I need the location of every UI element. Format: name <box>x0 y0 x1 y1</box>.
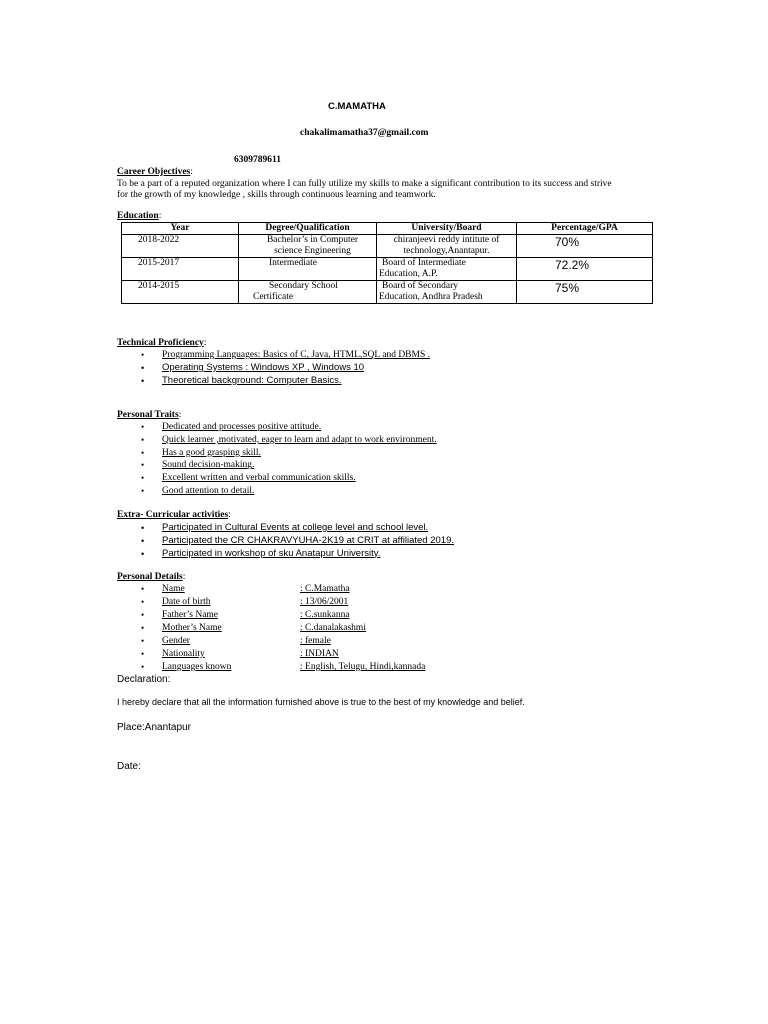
personal-detail-row: Languages known : English, Telugu, Hindi,kannada <box>162 662 426 672</box>
declaration-date: Date: <box>117 761 141 772</box>
technical-proficiency-heading: Technical Proficiency: <box>117 338 207 348</box>
list-item: • Theoretical background: Computer Basics. <box>141 374 342 386</box>
personal-detail-row: Gender : female <box>162 636 331 646</box>
declaration-text: I hereby declare that all the information furnished above is true to the best of my knowledge and belief. <box>117 697 525 707</box>
education-degree: Intermediate <box>239 258 377 281</box>
table-row <box>122 235 653 258</box>
personal-traits-list <box>141 421 437 498</box>
declaration-place: Place:Anantapur <box>117 722 191 733</box>
career-objectives-line-1: To be a part of a reputed organization where I can fully utilize my skills to make a significant contribution to its success and strive <box>117 179 612 189</box>
list-item: • Quick learner ,motivated, eager to learn and adapt to work environment. <box>141 434 437 445</box>
education-heading: Education: <box>117 211 162 221</box>
education-percentage: 75% <box>517 281 653 304</box>
technical-proficiency-list <box>141 349 430 387</box>
list-item: • Operating Systems : Windows XP , Windows 10 <box>141 361 365 373</box>
list-item: • Sound decision-making. <box>141 460 255 471</box>
list-item: • Has a good grasping skill. <box>141 447 261 458</box>
education-board: Board of Secondary Education, Andhra Pradesh <box>377 281 517 304</box>
email-address: chakalimamatha37@gmail.com <box>300 128 429 138</box>
education-year: 2015-2017 <box>122 258 239 281</box>
extra-curricular-list <box>141 522 454 560</box>
education-table-header <box>122 223 653 235</box>
list-item: • Good attention to detail. <box>141 485 255 496</box>
list-item: • Excellent written and verbal communication skills. <box>141 473 356 484</box>
table-row <box>122 281 653 304</box>
education-degree: Secondary School Certificate <box>239 281 377 304</box>
candidate-name: C.MAMATHA <box>328 101 386 112</box>
personal-detail-row: Father’s Name : C.sunkanna <box>162 610 350 620</box>
column-header-university: University/Board <box>377 223 517 235</box>
education-board: Board of Intermediate Education, A.P. <box>377 258 517 281</box>
column-header-year: Year <box>122 223 239 235</box>
declaration-heading: Declaration: <box>117 674 171 685</box>
column-header-percentage: Percentage/GPA <box>517 223 653 235</box>
personal-detail-row: Mother’s Name : C.danalakashmi <box>162 623 366 633</box>
list-item: • Dedicated and processes positive attitude. <box>141 422 322 432</box>
personal-details-heading: Personal Details: <box>117 572 186 582</box>
phone-number: 6309789611 <box>234 155 281 165</box>
list-item: • Programming Languages: Basics of C, Java, HTML,SQL and DBMS . <box>141 350 430 360</box>
education-table <box>121 222 653 304</box>
extra-curricular-heading: Extra- Curricular activities: <box>117 510 231 520</box>
career-objectives-heading: Career Objectives: <box>117 167 193 177</box>
column-header-degree: Degree/Qualification <box>239 223 377 235</box>
table-row <box>122 258 653 281</box>
education-percentage: 72.2% <box>517 258 653 281</box>
education-year: 2014-2015 <box>122 281 239 304</box>
education-degree: Bachelor’s in Computer science Engineering <box>239 235 377 258</box>
career-objectives-line-2: for the growth of my knowledge , skills through continuous learning and teamwork. <box>117 190 436 200</box>
list-item: • Participated the CR CHAKRAVYUHA-2K19 at CRIT at affiliated 2019. <box>141 534 454 546</box>
personal-detail-row: Nationality : INDIAN <box>162 649 339 659</box>
education-board: chiranjeevi reddy intitute of technology,Anantapur. <box>377 235 517 258</box>
list-item: • Participated in Cultural Events at college level and school level. <box>141 522 429 533</box>
personal-traits-heading: Personal Traits: <box>117 410 182 420</box>
personal-detail-row: Date of birth : 13/06/2001 <box>162 597 349 607</box>
personal-detail-row: Name : C.Mamatha <box>162 584 350 594</box>
education-percentage: 70% <box>517 235 653 258</box>
list-item: • Participated in workshop of sku Anatapur University. <box>141 547 381 559</box>
education-year: 2018-2022 <box>122 235 239 258</box>
